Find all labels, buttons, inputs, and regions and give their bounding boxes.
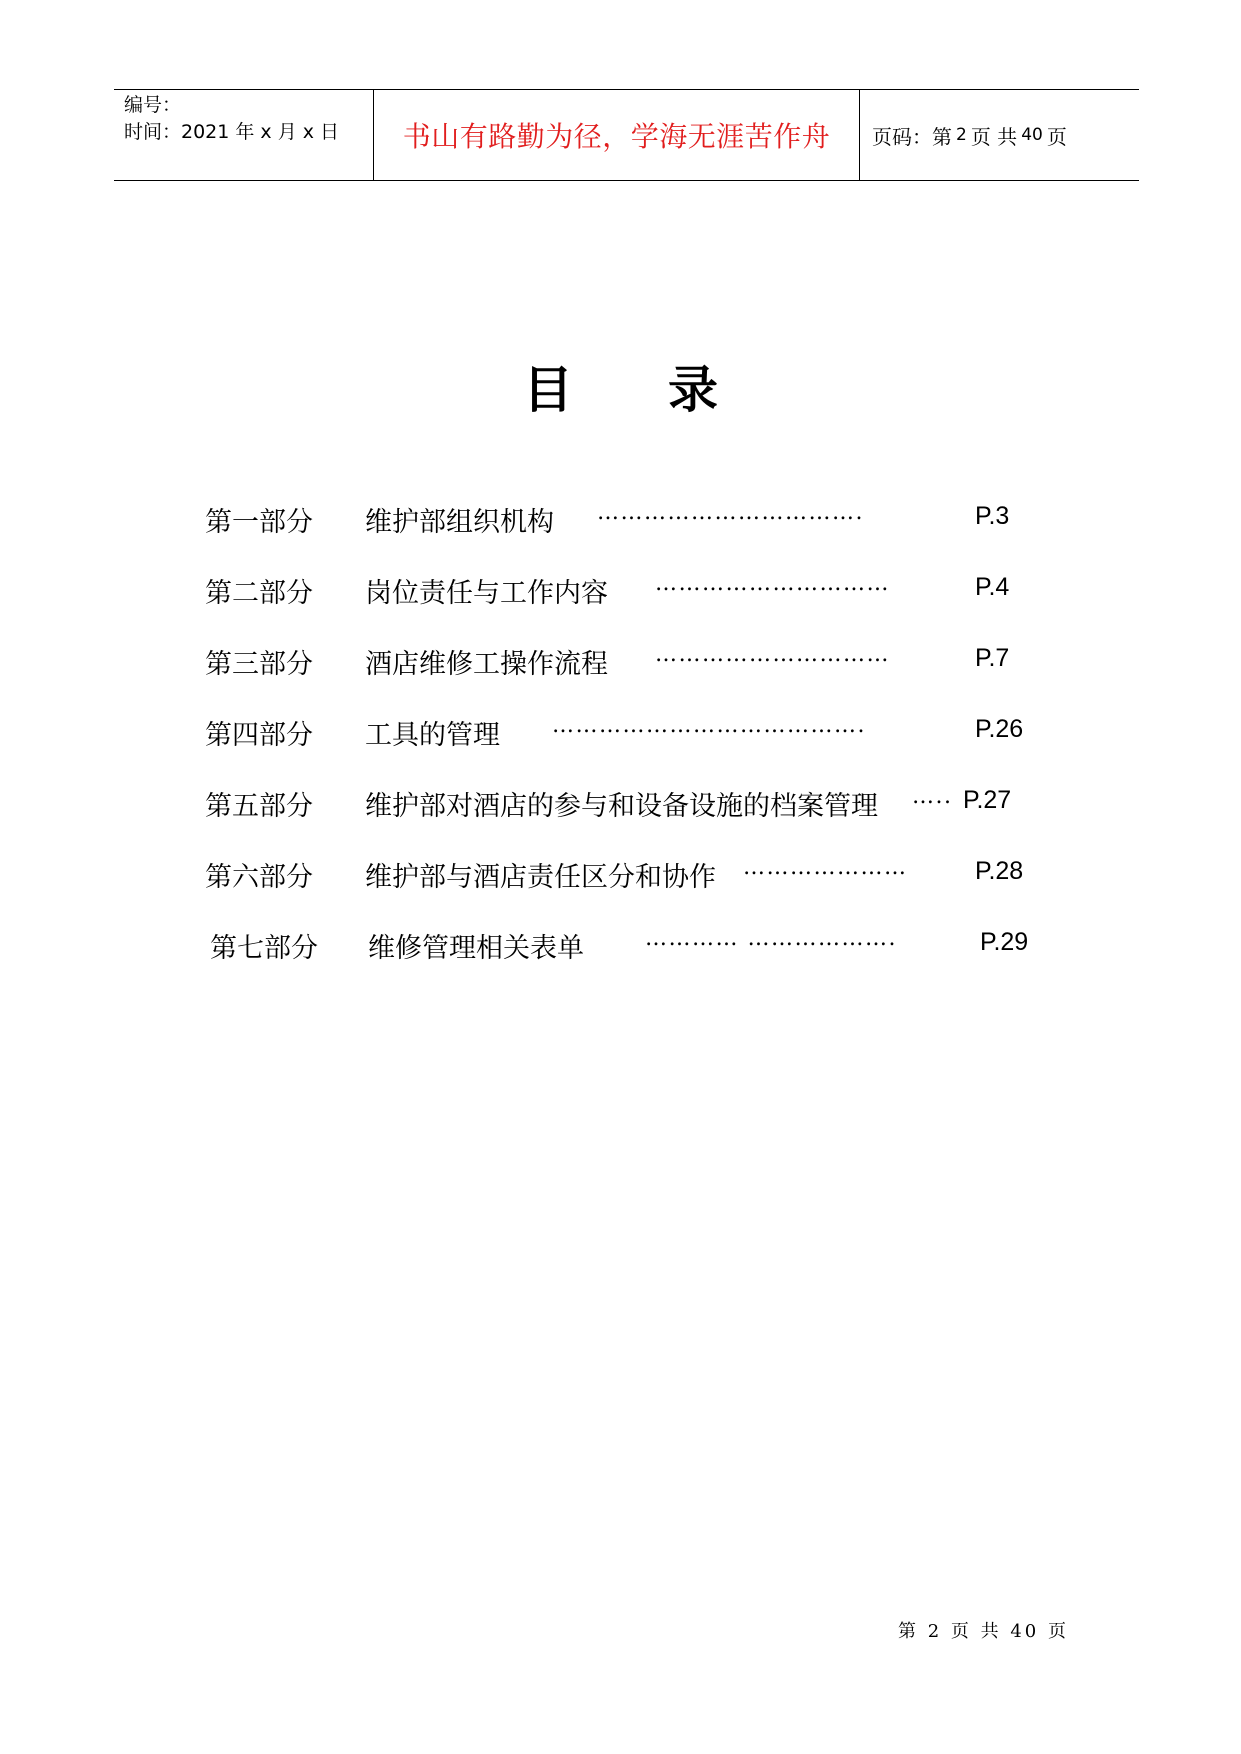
page-label-prefix: 页码：第 <box>872 124 952 149</box>
toc-leader-dots: ………… ………………. <box>645 926 897 951</box>
motto-text: 书山有路勤为径，学海无涯苦作舟 <box>402 120 831 153</box>
table-of-contents <box>205 500 1045 997</box>
toc-leader-dots: …………………………………. <box>552 713 866 738</box>
toc-page-number: P.28 <box>975 857 1024 885</box>
page-current: 2 <box>956 125 967 145</box>
page-footer: 第 2 页 共 40 页 <box>898 1621 1069 1642</box>
serial-number-label: 编号： <box>124 94 182 116</box>
toc-page-number: P.27 <box>963 786 1012 814</box>
toc-part: 第六部分 <box>205 862 313 893</box>
toc-entry-2[interactable] <box>205 571 1045 642</box>
toc-entry-6[interactable] <box>205 855 1045 926</box>
toc-title: 维护部与酒店责任区分和协作 <box>365 862 716 893</box>
toc-entry-5[interactable] <box>205 784 1045 855</box>
title-char-2: 录 <box>668 361 718 419</box>
toc-title: 工具的管理 <box>365 720 500 751</box>
page-total: 40 <box>1021 125 1043 145</box>
toc-page-number: P.7 <box>975 644 1010 672</box>
toc-part: 第四部分 <box>205 720 313 751</box>
toc-page-number: P.29 <box>980 928 1029 956</box>
toc-part: 第一部分 <box>205 507 313 538</box>
toc-leader-dots: ………………………… <box>655 571 890 596</box>
toc-part: 第五部分 <box>205 791 313 822</box>
toc-leader-dots: ……………………………. <box>597 500 864 525</box>
document-header <box>114 89 1139 181</box>
toc-entry-4[interactable] <box>205 713 1045 784</box>
title-char-1: 目 <box>523 361 573 419</box>
page-label-suffix: 页 <box>1046 124 1067 149</box>
date-label: 时间：2021 年 x 月 x 日 <box>124 121 340 143</box>
toc-leader-dots: ………………………… <box>655 642 890 667</box>
toc-title: 酒店维修工操作流程 <box>365 649 608 680</box>
toc-page-number: P.4 <box>975 573 1010 601</box>
toc-leader-dots: ………………… <box>743 855 908 880</box>
toc-entry-7[interactable] <box>205 926 1045 997</box>
toc-entry-3[interactable] <box>205 642 1045 713</box>
toc-leader-dots: ….. <box>912 784 953 809</box>
header-page-info <box>860 90 1139 180</box>
page-label-mid: 页 共 <box>970 124 1018 149</box>
toc-part: 第二部分 <box>205 578 313 609</box>
toc-part: 第七部分 <box>210 933 318 964</box>
toc-title: 维修管理相关表单 <box>368 933 584 964</box>
toc-title: 维护部对酒店的参与和设备设施的档案管理 <box>365 791 878 822</box>
toc-part: 第三部分 <box>205 649 313 680</box>
page-title <box>0 350 1241 422</box>
toc-title: 岗位责任与工作内容 <box>365 578 608 609</box>
toc-page-number: P.3 <box>975 502 1010 530</box>
header-motto-cell <box>374 90 860 180</box>
toc-page-number: P.26 <box>975 715 1024 743</box>
toc-entry-1[interactable] <box>205 500 1045 571</box>
header-meta <box>114 90 374 180</box>
toc-title: 维护部组织机构 <box>365 507 554 538</box>
